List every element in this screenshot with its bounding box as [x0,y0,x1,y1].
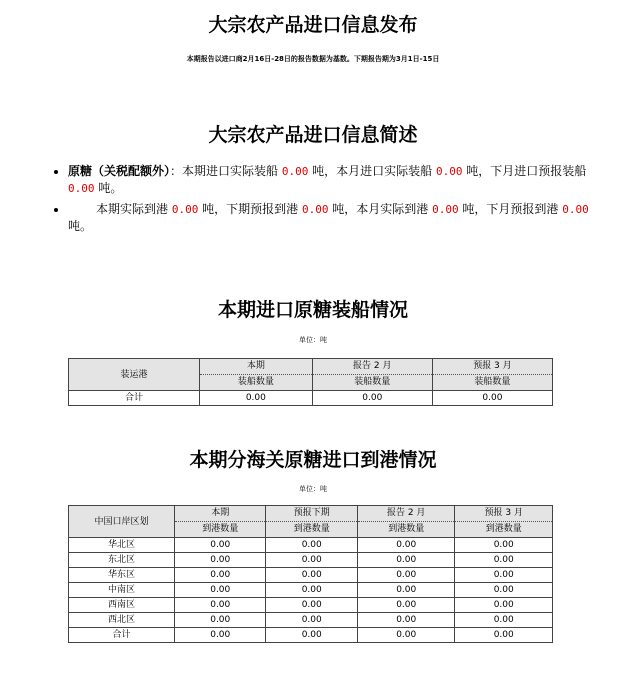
cell-value: 0.00 [266,628,357,643]
cell-value: 0.00 [312,391,432,406]
table-row [69,391,553,406]
header-bottom: 装船数量 [237,377,274,387]
header-bottom: 装船数量 [354,377,391,387]
header-bottom: 到港数量 [485,524,522,534]
forecast-ship-next-month: 0.00 [68,182,95,195]
cell-value: 0.00 [266,538,357,553]
cell-value: 0.00 [455,568,553,583]
cell-value: 0.00 [455,583,553,598]
cell-value: 0.00 [200,391,313,406]
header-bottom: 到港数量 [388,524,425,534]
shipping-section-title: 本期进口原糖装船情况 [217,299,408,321]
header-col3 [357,506,455,538]
header-region: 中国口岸区划 [69,506,175,538]
cell-value: 0.00 [175,538,266,553]
brief-text: 本期实际到港 [96,202,172,216]
header-bottom: 装船数量 [474,377,511,387]
header-col3 [432,359,552,391]
arrived-this-month: 0.00 [432,203,459,216]
cell-value: 0.00 [455,553,553,568]
cell-value: 0.00 [266,583,357,598]
header-bottom: 到港数量 [202,524,239,534]
header-col4 [455,506,553,538]
brief-text: 吨。 [94,181,123,195]
brief-text: 吨。 [68,219,93,233]
header-top: 报告 2 月 [313,359,432,375]
header-bottom: 到港数量 [293,524,330,534]
forecast-arrive-next-month: 0.00 [562,203,589,216]
row-label: 华北区 [69,538,175,553]
brief-text: 吨，本月实际到港 [328,202,433,216]
header-col1 [200,359,313,391]
header-col2 [266,506,357,538]
brief-text: ：本期进口实际装船 [170,164,282,178]
cell-value: 0.00 [432,391,552,406]
arrival-section-title: 本期分海关原糖进口到港情况 [189,449,437,471]
report-period-note: 本期报告以进口商2月16日-28日的报告数据为基数。下期报告期为3月1日-15日 [186,55,440,63]
brief-text: 吨，下月进口预报装船 [462,164,587,178]
shipped-this-period: 0.00 [281,165,309,178]
arrival-table [68,505,553,643]
table-row [69,583,553,598]
cell-value: 0.00 [357,553,455,568]
cell-value: 0.00 [455,628,553,643]
header-top: 预报 3 月 [433,359,552,375]
cell-value: 0.00 [175,553,266,568]
header-top: 本期 [200,359,312,375]
shipping-table [68,358,553,406]
cell-value: 0.00 [455,598,553,613]
cell-value: 0.00 [357,613,455,628]
header-col1 [175,506,266,538]
brief-text: 吨，本月进口实际装船 [308,164,436,178]
table-row [69,628,553,643]
header-col2 [312,359,432,391]
row-label: 中南区 [69,583,175,598]
shipped-this-month: 0.00 [435,165,463,178]
brief-item-raw-sugar [68,163,608,197]
row-label: 华东区 [69,568,175,583]
table-row [69,613,553,628]
cell-value: 0.00 [455,538,553,553]
cell-value: 0.00 [266,568,357,583]
brief-list [50,163,608,238]
cell-value: 0.00 [357,568,455,583]
header-top: 预报 3 月 [455,506,552,522]
shipping-unit-label: 单位：吨 [299,336,327,344]
cell-value: 0.00 [175,628,266,643]
table-header-row [69,359,553,391]
header-top: 本期 [175,506,265,522]
cell-value: 0.00 [455,613,553,628]
commodity-label: 原糖（关税配额外） [68,164,171,178]
arrived-this-period: 0.00 [171,203,199,216]
table-row [69,598,553,613]
page-title: 大宗农产品进口信息发布 [208,14,418,36]
row-label: 东北区 [69,553,175,568]
cell-value: 0.00 [175,613,266,628]
row-label: 合计 [69,628,175,643]
brief-item-arrivals [68,201,608,234]
arrival-unit-label: 单位：吨 [299,485,327,493]
cell-value: 0.00 [357,583,455,598]
cell-value: 0.00 [266,553,357,568]
brief-text: 吨，下月预报到港 [458,202,563,216]
brief-section-title: 大宗农产品进口信息简述 [208,124,418,146]
cell-value: 0.00 [175,583,266,598]
table-row [69,538,553,553]
cell-value: 0.00 [175,568,266,583]
header-port: 装运港 [69,359,200,391]
cell-value: 0.00 [266,598,357,613]
table-row [69,553,553,568]
header-top: 预报下期 [266,506,356,522]
forecast-arrive-next-period: 0.00 [301,203,329,216]
table-row [69,568,553,583]
cell-value: 0.00 [357,628,455,643]
row-label: 合计 [69,391,200,406]
table-header-row [69,506,553,538]
row-label: 西北区 [69,613,175,628]
header-top: 报告 2 月 [358,506,455,522]
cell-value: 0.00 [357,538,455,553]
cell-value: 0.00 [357,598,455,613]
cell-value: 0.00 [175,598,266,613]
row-label: 西南区 [69,598,175,613]
cell-value: 0.00 [266,613,357,628]
brief-text: 吨，下期预报到港 [198,202,302,216]
